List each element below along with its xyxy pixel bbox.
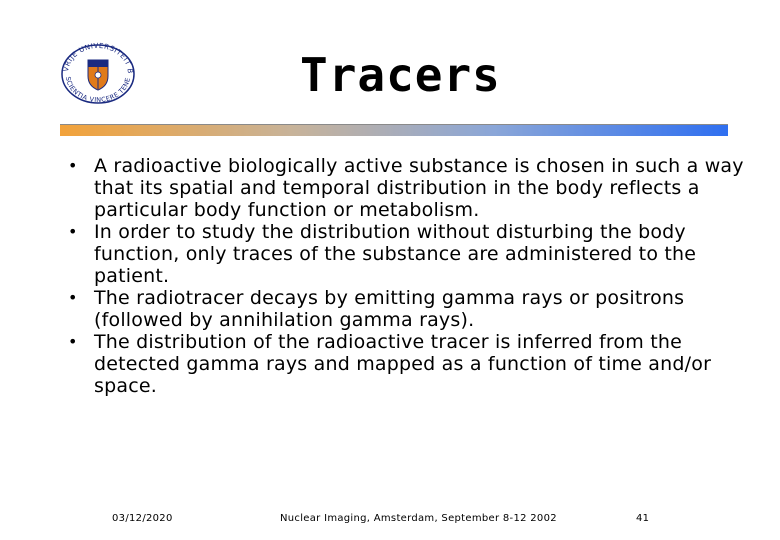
title-gradient-rule (60, 125, 728, 136)
university-seal-logo (58, 42, 138, 104)
svg-text:SCIENTIA VINCERE TENEBRAS: SCIENTIA VINCERE TENE (63, 76, 132, 104)
bullet-item: • A radioactive biologically active substance is chosen in such a way that its spatial and temporal distribution in the body reflects a particular body function or metabolism. (60, 155, 750, 221)
bullet-item: • The radiotracer decays by emitting gamma rays or positrons (followed by annihilation gamma rays). (60, 287, 750, 331)
footer-page-number: 41 (636, 513, 650, 524)
bullet-list (60, 155, 750, 397)
university-seal-icon (58, 42, 138, 104)
svg-text:VRIJE UNIVERSITEIT BRUSSEL: VRIJE UNIVERSITEIT B (62, 42, 135, 75)
footer-date: 03/12/2020 (112, 513, 173, 524)
footer-conference: Nuclear Imaging, Amsterdam, September 8-12 2002 (280, 513, 557, 524)
bullet-item: • The distribution of the radioactive tracer is inferred from the detected gamma rays and mapped as a function of time and/or space. (60, 331, 750, 397)
bullet-item: • In order to study the distribution without disturbing the body function, only traces of the substance are administered to the patient. (60, 221, 750, 287)
slide-title: Tracers (300, 48, 501, 102)
